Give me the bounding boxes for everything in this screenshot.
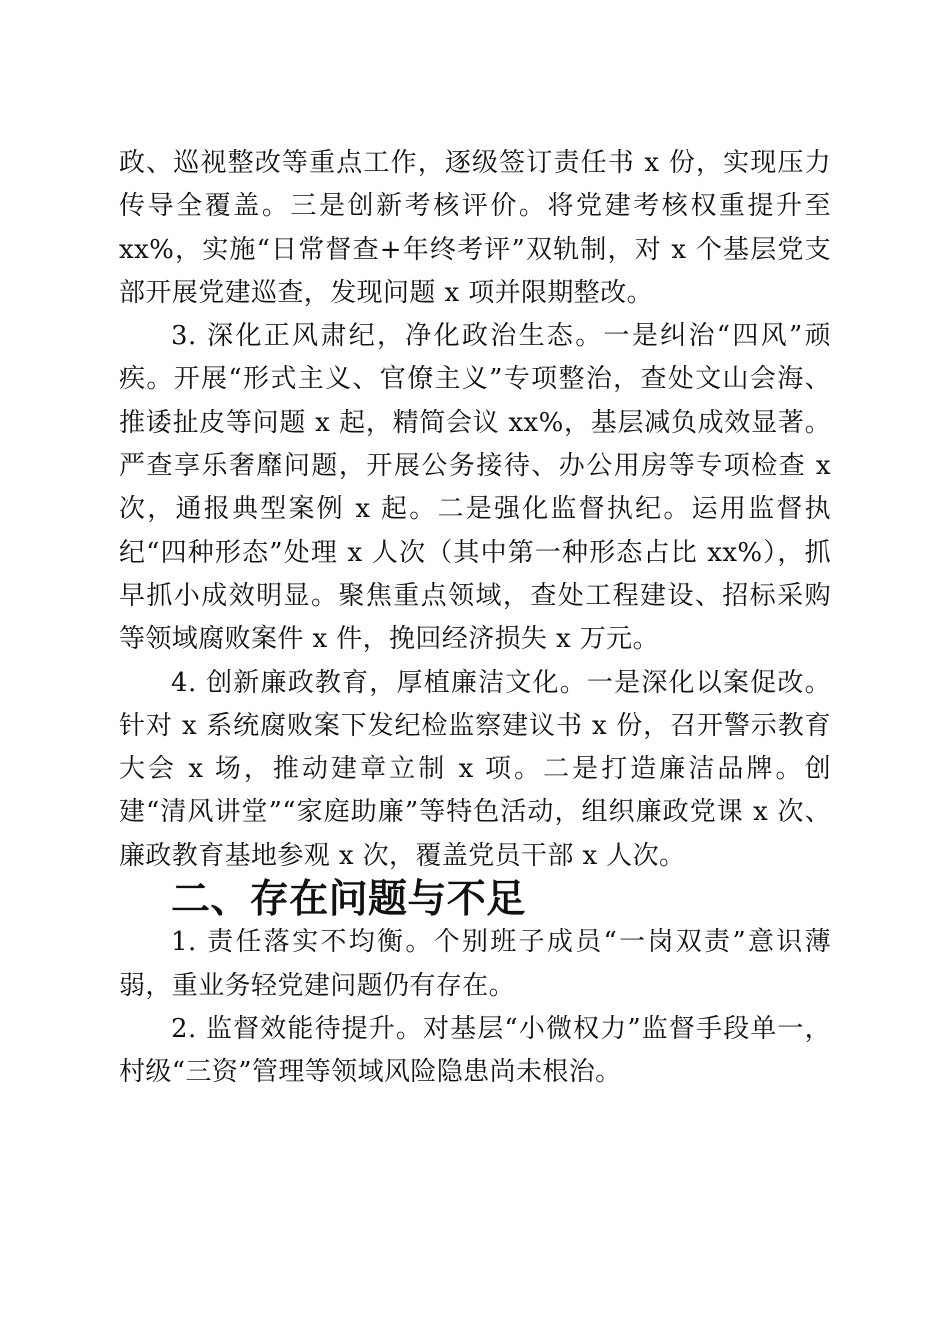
- paragraph-item-3: 3. 深化正风肃纪，净化政治生态。一是纠治“四风”顽疾。开展“形式主义、官僚主义”专项整治，查处文山会海、推诿扯皮等问题 x 起，精简会议 xx%，基层减负成效显著。严查享乐奢靡问题，开展公务接待、办公用房等专项检查 x 次，通报典型案例 x 起。二是强化监督执纪。运用监督执纪“四种形态”处理 x 人次（其中第一种形态占比 xx%），抓早抓小成效明显。聚焦重点领域，查处工程建设、招标采购等领域腐败案件 x 件，挽回经济损失 x 万元。: [119, 321, 831, 655]
- document-body: [119, 142, 831, 1095]
- section-heading: 二、存在问题与不足: [171, 877, 526, 923]
- issue-item-1: 1. 责任落实不均衡。个别班子成员“一岗双责”意识薄弱，重业务轻党建问题仍有存在。: [119, 927, 831, 1001]
- issue-item-2: 2. 监督效能待提升。对基层“小微权力”监督手段单一，村级“三资”管理等领域风险隐患尚未根治。: [119, 1013, 831, 1088]
- paragraph-continuation: 政、巡视整改等重点工作，逐级签订责任书 x 份，实现压力传导全覆盖。三是创新考核评价。将党建考核权重提升至 xx%，实施“日常督查+年终考评”双轨制，对 x 个基层党支部开展党建巡查，发现问题 x 项并限期整改。: [119, 148, 831, 308]
- paragraph-item-4: 4. 创新廉政教育，厚植廉洁文化。一是深化以案促改。针对 x 系统腐败案下发纪检监察建议书 x 份，召开警示教育大会 x 场，推动建章立制 x 项。二是打造廉洁品牌。创建“清风讲堂”“家庭助廉”等特色活动，组织廉政党课 x 次、廉政教育基地参观 x 次，覆盖党员干部 x 人次。: [119, 667, 831, 871]
